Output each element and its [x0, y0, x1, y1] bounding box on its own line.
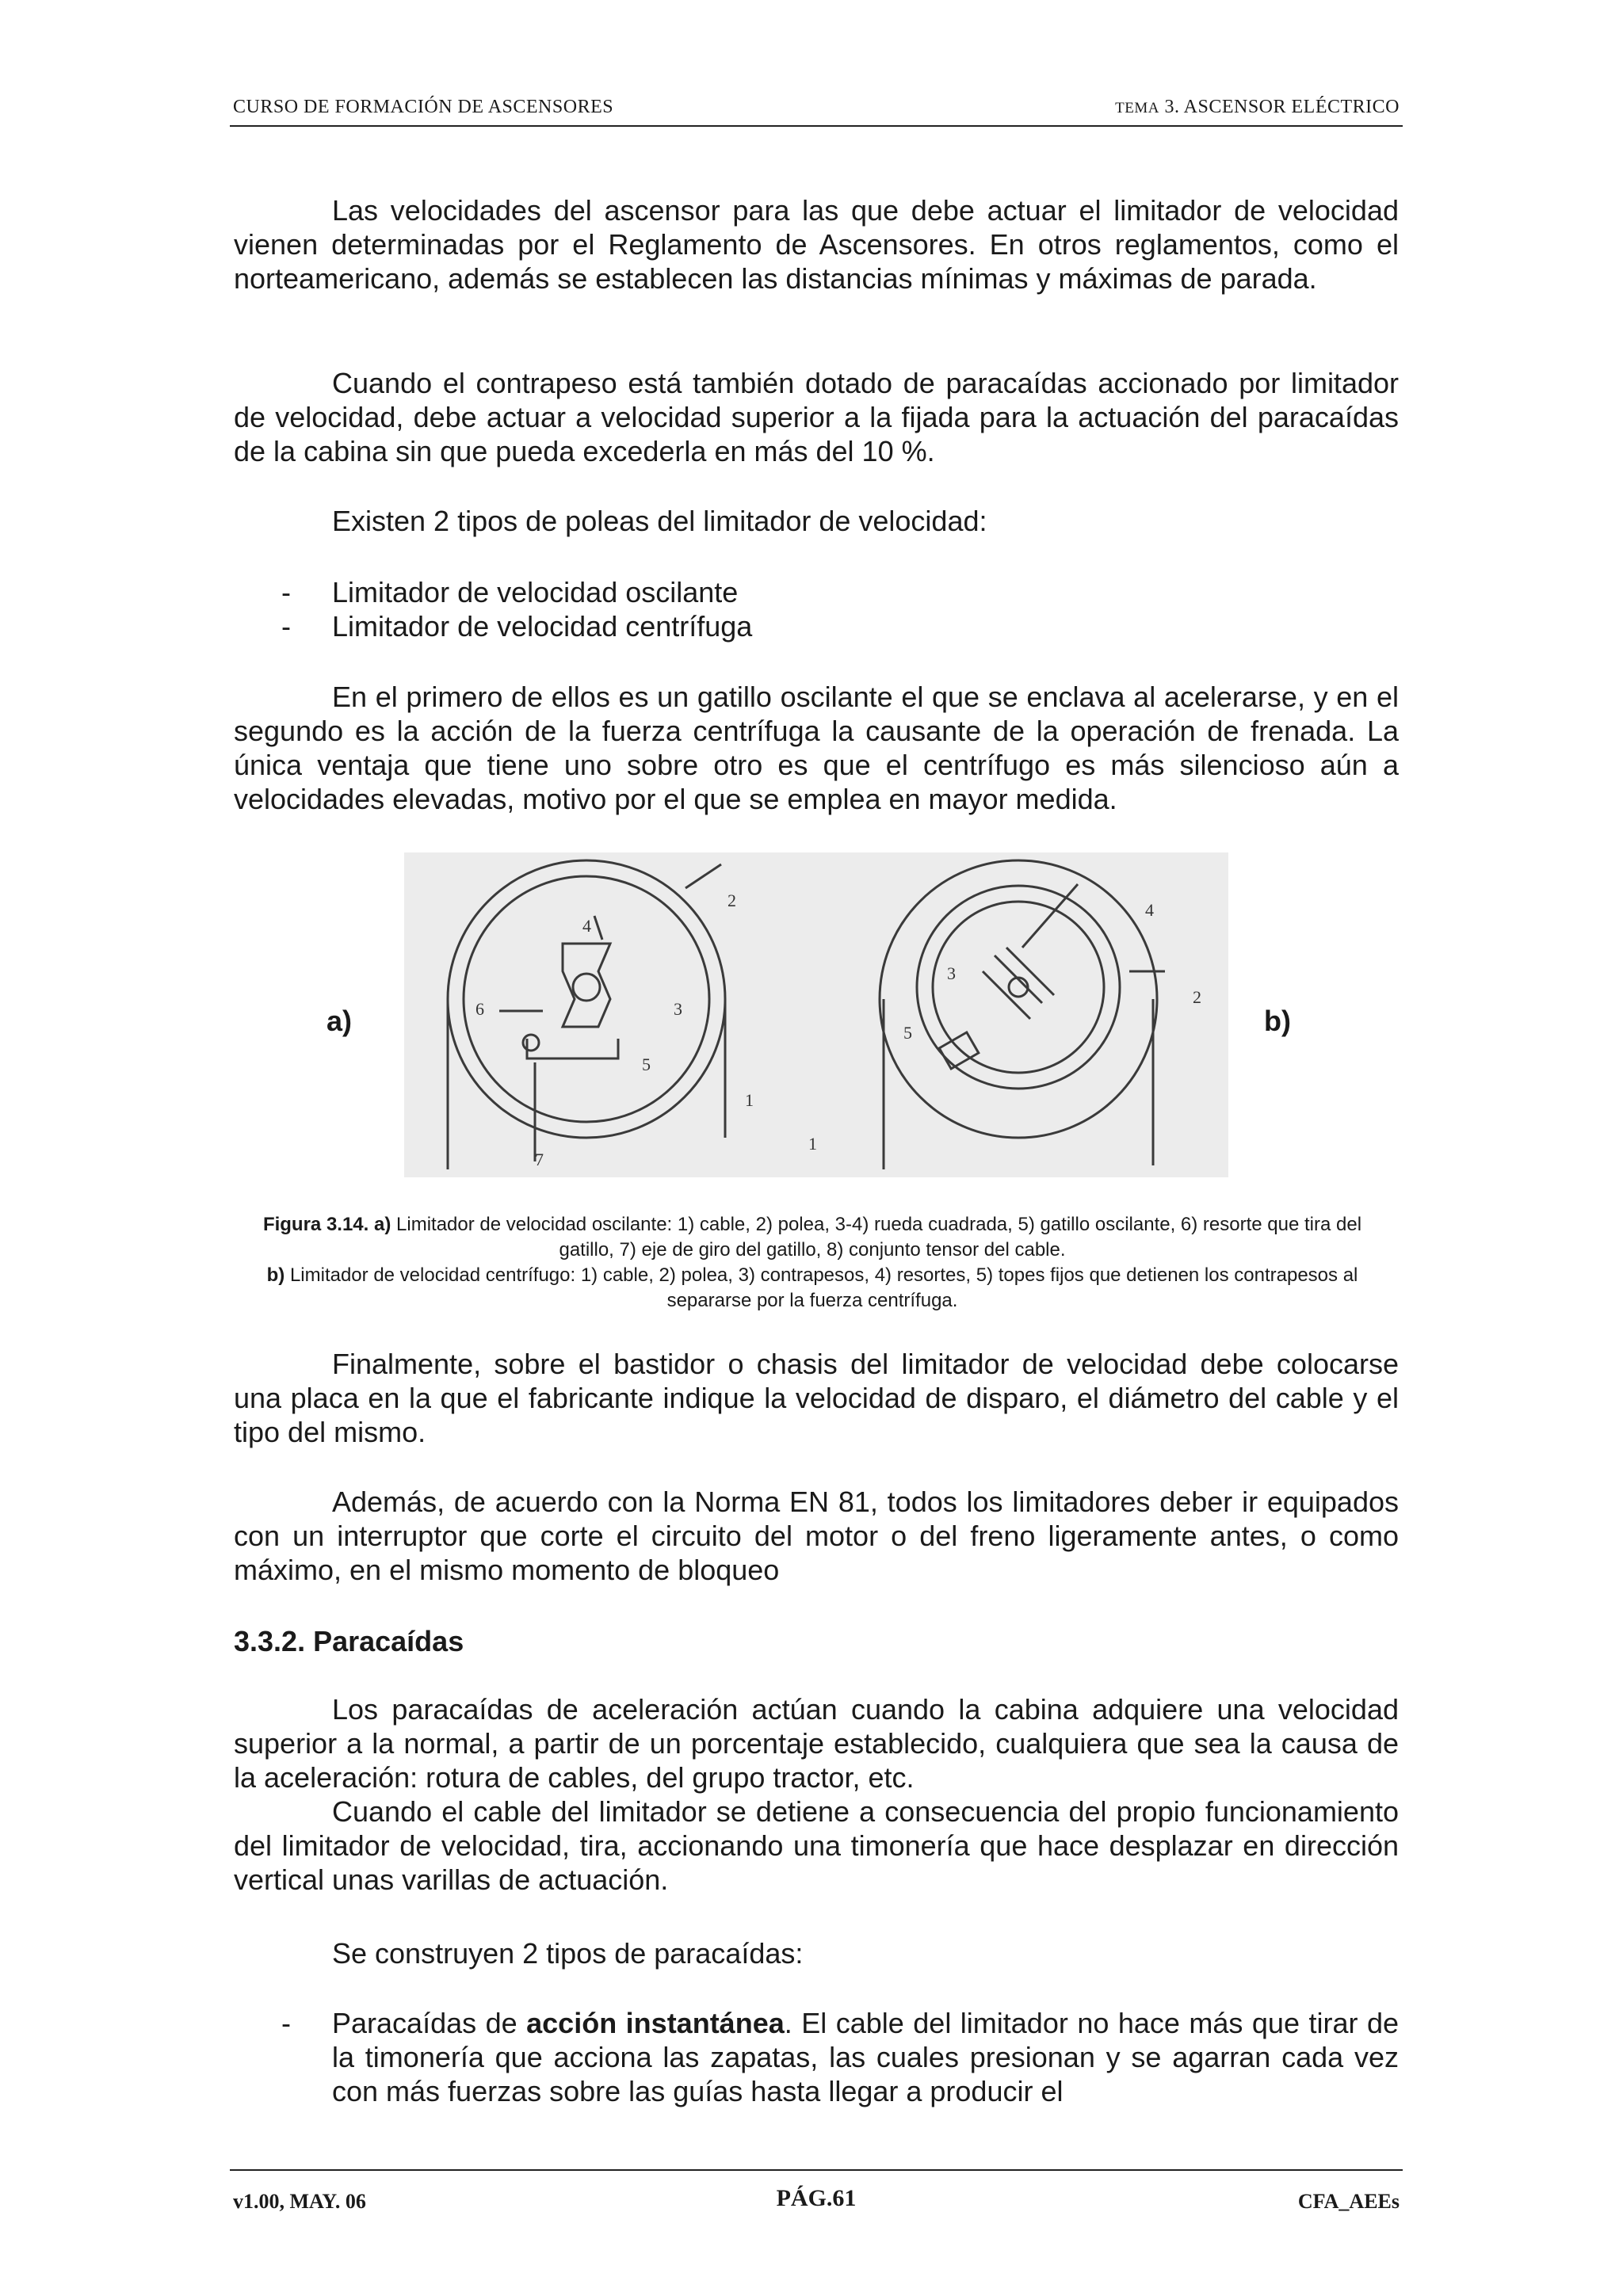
footer-page-number: PÁG.61 [776, 2185, 857, 2211]
trigger-a [527, 1039, 618, 1058]
text-block-7 [234, 1692, 1399, 1897]
page-footer [230, 2169, 1403, 2218]
footer-version: v1.00, MAY. 06 [233, 2190, 366, 2213]
text-block-6 [234, 1485, 1399, 1587]
fig-a-num-5: 5 [642, 1055, 651, 1074]
text-block-5 [234, 1347, 1399, 1449]
square-wheel-a [563, 944, 610, 1027]
text-block-3 [234, 504, 1399, 538]
pulley-outer-a [448, 860, 725, 1138]
text-block-9 [234, 1936, 1399, 1970]
pulley-mid-b [917, 886, 1120, 1089]
fig-b-num-3: 3 [947, 963, 956, 983]
fig-b-num-5: 5 [903, 1023, 912, 1043]
fig-b-num-2: 2 [1193, 987, 1201, 1007]
list-paracaidas-types [234, 2006, 1399, 2108]
caption-line-b: b) Limitador de velocidad centrífugo: 1) cable, 2) polea, 3) contrapesos, 4) resortes, 5) topes fijos que detienen los contrapesos al separarse por la fuerza centrífuga. [266, 1264, 1358, 1311]
fig-a-num-6: 6 [475, 999, 484, 1019]
page-header [230, 93, 1403, 127]
fig-a-num-7: 7 [535, 1150, 544, 1169]
paragraph-7: Los paracaídas de aceleración actúan cuando la cabina adquiere una velocidad superior a la normal, a partir de un porcentaje establecido, cualquiera que sea la causa de la aceleración: rotura de cables, del grupo tractor, etc. [234, 1693, 1399, 1794]
list-item: - Limitador de velocidad centrífuga [281, 610, 753, 643]
figure-label-a: a) [327, 1005, 353, 1037]
figure-caption [262, 1212, 1363, 1314]
caption-line-a: Figura 3.14. a) Limitador de velocidad oscilante: 1) cable, 2) polea, 3-4) rueda cuadrada, 5) gatillo oscilante, 6) resorte que tira del gatillo, 7) eje de giro del gatillo, 8) conjunto tensor del cable. [262, 1214, 1362, 1261]
pulley-inner-b [933, 902, 1104, 1073]
list-limitador-types [234, 575, 1399, 643]
paragraph-2: Cuando el contrapeso está también dotado de paracaídas accionado por limitador de velocidad, debe actuar a velocidad superior a la fijada para la actuación del paracaídas de la cabina sin que pueda excederla en más del 10 %. [234, 367, 1399, 467]
paragraph-4: En el primero de ellos es un gatillo oscilante el que se enclava al acelerarse, y en el segundo es la acción de la fuerza centrífuga la causante de la operación de frenada. La única ventaja que tiene uno sobre otro es que el centrífugo es más silencioso aún a velocidades elevadas, motivo por el que se emplea en mayor medida. [234, 681, 1399, 815]
paragraph-8: Cuando el cable del limitador se detiene a consecuencia del propio funcionamiento del limitador de velocidad, tira, accionando una timonería que hace desplazar en dirección vertical unas varillas de actuación. [234, 1795, 1399, 1896]
section-title-paracaidas: 3.3.2. Paracaídas [234, 1625, 464, 1657]
fig-a-num-3: 3 [674, 999, 682, 1019]
limitador-drawing [404, 852, 1228, 1177]
fig-a-num-4: 4 [582, 916, 591, 936]
text-block-1 [234, 193, 1399, 296]
footer-code: CFA_AEEs [1297, 2190, 1400, 2213]
list-item: - Limitador de velocidad oscilante [281, 576, 739, 608]
fig-a-num-2: 2 [727, 891, 736, 910]
trigger-pivot-a [523, 1035, 539, 1051]
header-tema-label: TEMA [1115, 100, 1159, 116]
fig-b-num-4: 4 [1145, 900, 1154, 920]
list-item: - Paracaídas de acción instantánea. El cable del limitador no hace más que tirar de la timonería que acciona las zapatas, las cuales presionan y se agarran cada vez con más fuerzas sobre las guías hasta llegar a producir el [281, 2007, 1399, 2107]
fig-a-num-1: 1 [745, 1090, 754, 1110]
figure-label-b: b) [1264, 1005, 1291, 1037]
header-course-title: CURSO DE FORMACIÓN DE ASCENSORES [233, 97, 614, 117]
paragraph-9: Se construyen 2 tipos de paracaídas: [332, 1937, 804, 1970]
section-heading-block [234, 1624, 1399, 1658]
text-block-2 [234, 366, 1399, 468]
paragraph-5: Finalmente, sobre el bastidor o chasis del limitador de velocidad debe colocarse una placa en la que el fabricante indique la velocidad de disparo, el diámetro del cable y el tipo del mismo. [234, 1348, 1399, 1448]
hub-a [573, 974, 600, 1001]
paragraph-3: Existen 2 tipos de poleas del limitador de velocidad: [332, 505, 987, 537]
pulley-inner-a [464, 876, 709, 1122]
stop-b [939, 1032, 979, 1069]
fig-b-num-1: 1 [808, 1134, 817, 1154]
paragraph-1: Las velocidades del ascensor para las que debe actuar el limitador de velocidad vienen determinadas por el Reglamento de Ascensores. En otros reglamentos, como el norteamericano, además se establecen las distancias mínimas y máximas de parada. [234, 194, 1399, 295]
counterweights-b [983, 948, 1054, 1019]
paragraph-6: Además, de acuerdo con la Norma EN 81, todos los limitadores deber ir equipados con un interruptor que corte el circuito del motor o del freno ligeramente antes, o como máximo, en el mismo momento de bloqueo [234, 1486, 1399, 1586]
figure-limitador-diagram [404, 852, 1228, 1177]
text-block-4 [234, 680, 1399, 816]
header-chapter [1115, 97, 1400, 118]
header-chapter-title: 3. ASCENSOR ELÉCTRICO [1164, 97, 1400, 117]
